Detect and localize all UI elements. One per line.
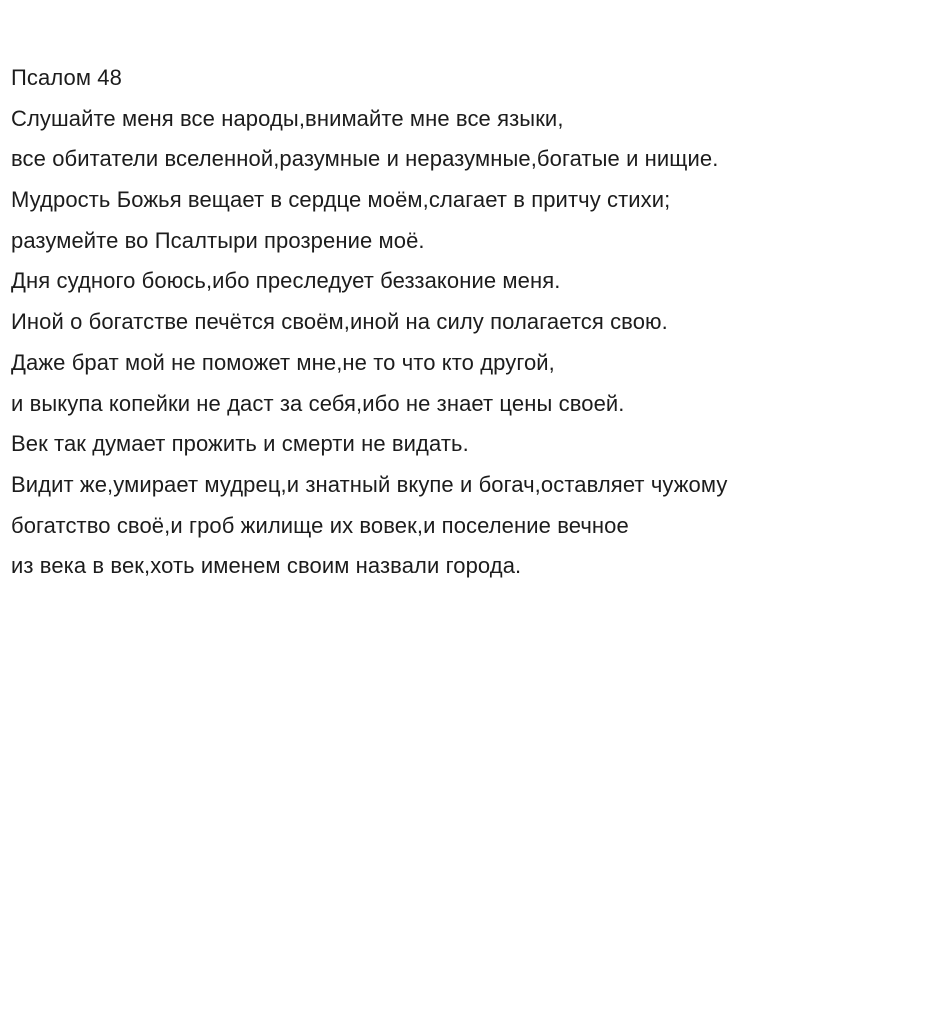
verse-line: Век так думает прожить и смерти не видать.	[11, 431, 469, 457]
verse-line: Иной о богатстве печётся своём,иной на силу полагается свою.	[11, 309, 668, 335]
document-title: Псалом 48	[11, 65, 122, 90]
verse-line: Дня судного боюсь,ибо преследует беззаконие меня.	[11, 268, 561, 294]
verse-line: все обитатели вселенной,разумные и неразумные,богатые и нищие.	[11, 146, 719, 172]
verse-line: Видит же,умирает мудрец,и знатный вкупе и богач,оставляет чужому	[11, 471, 728, 497]
psalm-text	[11, 58, 936, 587]
verse-line: и выкупа копейки не даст за себя,ибо не знает цены своей.	[11, 390, 625, 416]
verse-line: Слушайте меня все народы,внимайте мне все языки,	[11, 105, 564, 131]
verse-line: Даже брат мой не поможет мне,не то что кто другой,	[11, 349, 555, 375]
verse-line: богатство своё,и гроб жилище их вовек,и поселение вечное	[11, 512, 629, 538]
verse-line: Мудрость Божья вещает в сердце моём,слагает в притчу стихи;	[11, 187, 671, 213]
verse-line: из века в век,хоть именем своим назвали города.	[11, 553, 522, 579]
verse-line: разумейте во Псалтыри прозрение моё.	[11, 227, 425, 253]
